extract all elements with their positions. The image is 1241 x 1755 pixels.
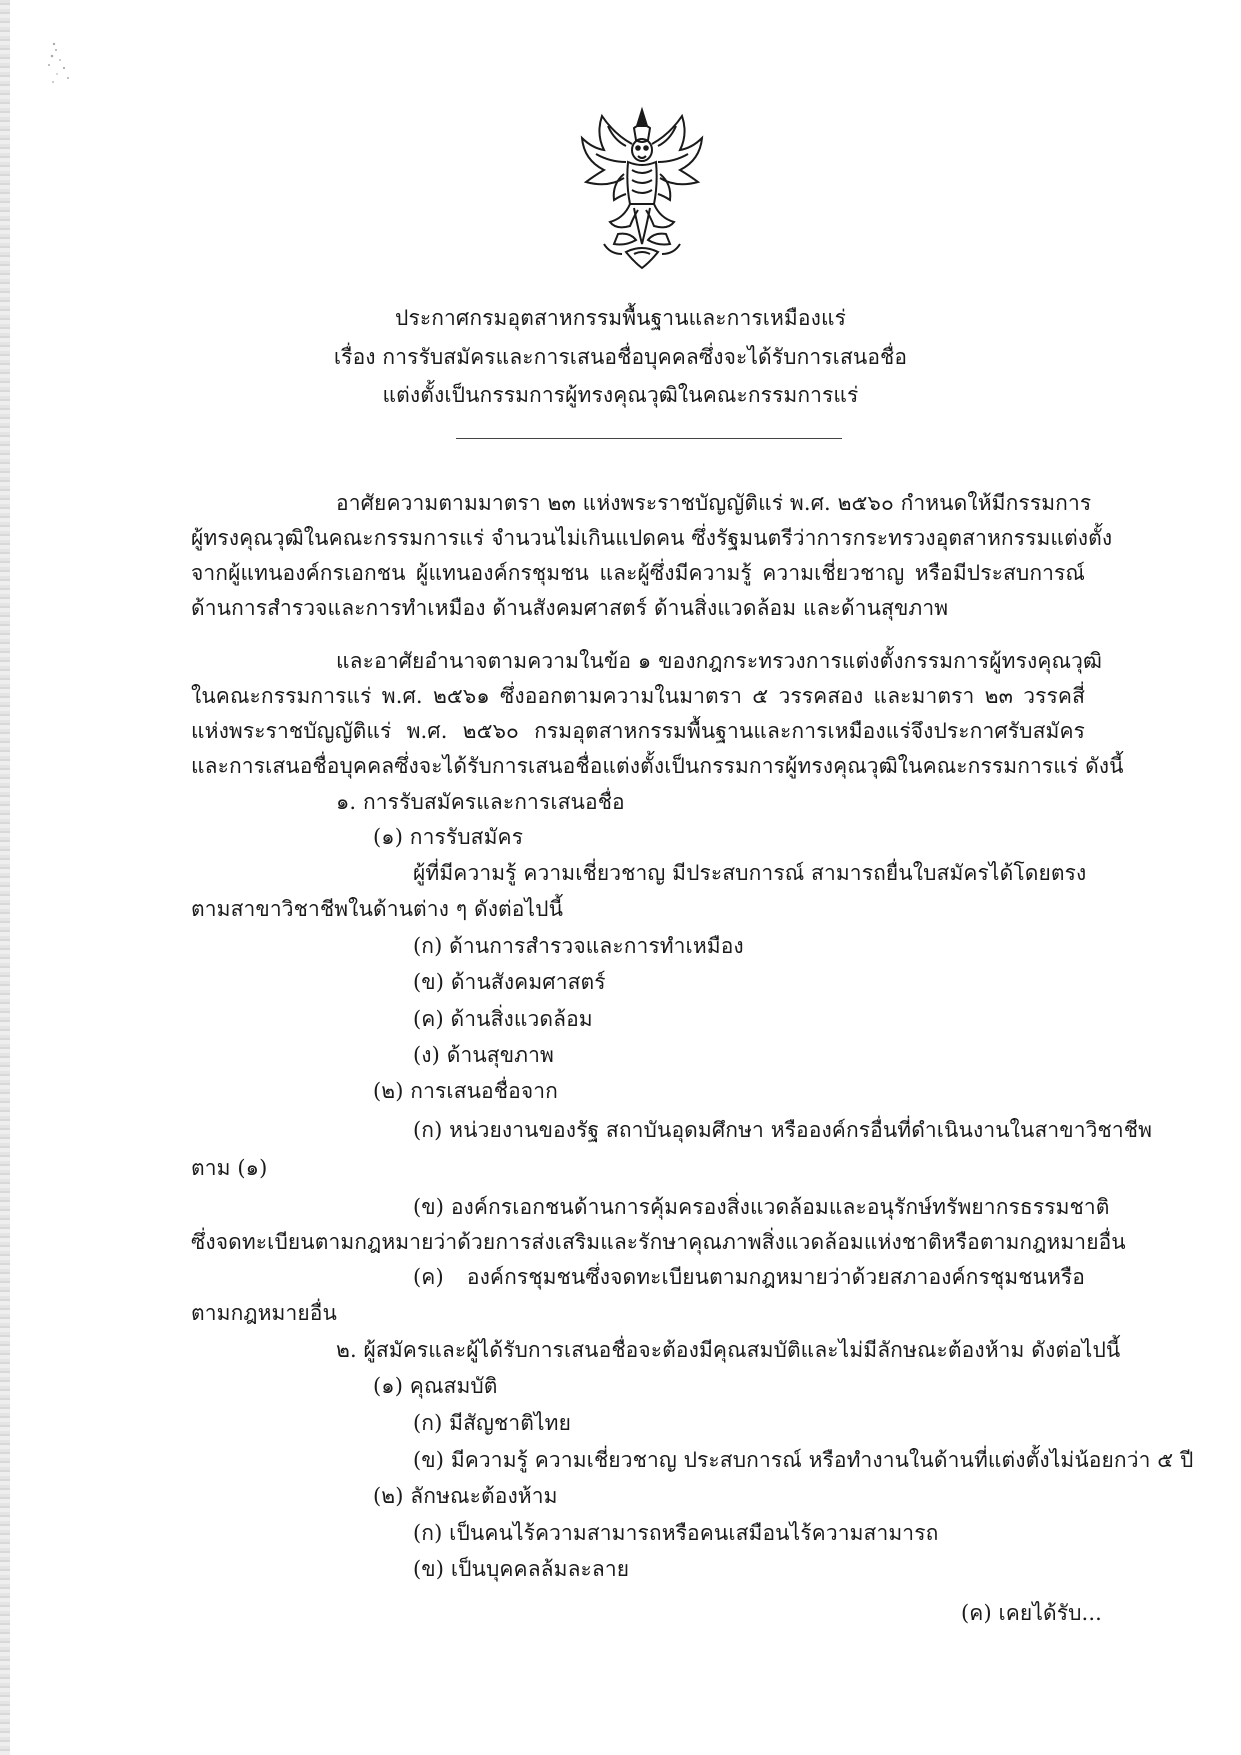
paragraph-1-line-1: อาศัยความตามมาตรา ๒๓ แห่งพระราชบัญญัติแร่ พ.ศ. ๒๕๖๐ กำหนดให้มีกรรมการ [336, 491, 1092, 515]
section-2-1-heading: (๑) คุณสมบัติ [373, 1374, 498, 1398]
section-1-2-item-a-line-1: (ก) หน่วยงานของรัฐ สถาบันอุดมศึกษา หรือองค์กรอื่นที่ดำเนินงานในสาขาวิชาชีพ [413, 1118, 1153, 1142]
section-1-1-item-b: (ข) ด้านสังคมศาสตร์ [413, 970, 606, 994]
paragraph-2-line-4: และการเสนอชื่อบุคคลซึ่งจะได้รับการเสนอชื่อแต่งตั้งเป็นกรรมการผู้ทรงคุณวุฒิในคณะกรรมการแร่ ดังนี้ [191, 754, 1124, 778]
section-1-2-item-c-line-2: ตามกฎหมายอื่น [191, 1301, 337, 1325]
section-1-1-item-c: (ค) ด้านสิ่งแวดล้อม [413, 1007, 593, 1031]
paragraph-1-line-2: ผู้ทรงคุณวุฒิในคณะกรรมการแร่ จำนวนไม่เกินแปดคน ซึ่งรัฐมนตรีว่าการกระทรวงอุตสาหกรรมแต่งตั้ง [191, 526, 1113, 550]
section-1-2-heading: (๒) การเสนอชื่อจาก [373, 1079, 558, 1103]
page-continuation: (ค) เคยได้รับ... [961, 1601, 1102, 1625]
paragraph-1-line-3: จากผู้แทนองค์กรเอกชน ผู้แทนองค์กรชุมชน และผู้ซึ่งมีความรู้ ความเชี่ยวชาญ หรือมีประสบการณ์ [191, 561, 1085, 585]
section-1-2-item-b-line-2: ซึ่งจดทะเบียนตามกฎหมายว่าด้วยการส่งเสริมและรักษาคุณภาพสิ่งแวดล้อมแห่งชาติหรือตามกฎหมายอื่น [191, 1230, 1126, 1254]
section-2-1-item-b: (ข) มีความรู้ ความเชี่ยวชาญ ประสบการณ์ หรือทำงานในด้านที่แต่งตั้งไม่น้อยกว่า ๕ ปี [413, 1448, 1194, 1472]
header-divider [456, 438, 842, 439]
section-2-2-item-a: (ก) เป็นคนไร้ความสามารถหรือคนเสมือนไร้ความสามารถ [413, 1521, 939, 1545]
paragraph-2-line-1: และอาศัยอำนาจตามความในข้อ ๑ ของกฎกระทรวงการแต่งตั้งกรรมการผู้ทรงคุณวุฒิ [336, 649, 1103, 673]
garuda-emblem-icon [574, 104, 710, 274]
section-1-2-item-c-line-1: (ค) องค์กรชุมชนซึ่งจดทะเบียนตามกฎหมายว่าด้วยสภาองค์กรชุมชนหรือ [413, 1265, 1085, 1289]
section-1-1-item-d: (ง) ด้านสุขภาพ [413, 1043, 554, 1067]
paragraph-1-line-4: ด้านการสำรวจและการทำเหมือง ด้านสังคมศาสตร์ ด้านสิ่งแวดล้อม และด้านสุขภาพ [191, 596, 949, 620]
paragraph-2-line-2: ในคณะกรรมการแร่ พ.ศ. ๒๕๖๑ ซึ่งออกตามความในมาตรา ๕ วรรคสอง และมาตรา ๒๓ วรรคสี่ [191, 684, 1085, 708]
section-1-1-text-line-2: ตามสาขาวิชาชีพในด้านต่าง ๆ ดังต่อไปนี้ [191, 897, 564, 921]
announcement-subject-cont: แต่งตั้งเป็นกรรมการผู้ทรงคุณวุฒิในคณะกรรมการแร่ [382, 383, 859, 407]
section-2-2-heading: (๒) ลักษณะต้องห้าม [373, 1484, 558, 1508]
scan-edge-shadow [0, 0, 10, 1755]
section-2-heading: ๒. ผู้สมัครและผู้ได้รับการเสนอชื่อจะต้องมีคุณสมบัติและไม่มีลักษณะต้องห้าม ดังต่อไปนี้ [336, 1338, 1121, 1362]
scan-speck-marks [40, 38, 80, 88]
announcement-issuer: ประกาศกรมอุตสาหกรรมพื้นฐานและการเหมืองแร่ [395, 306, 846, 330]
announcement-subject: เรื่อง การรับสมัครและการเสนอชื่อบุคคลซึ่งจะได้รับการเสนอชื่อ [333, 345, 908, 369]
section-1-2-item-a-line-2: ตาม (๑) [191, 1156, 268, 1180]
section-1-2-item-b-line-1: (ข) องค์กรเอกชนด้านการคุ้มครองสิ่งแวดล้อมและอนุรักษ์ทรัพยากรธรรมชาติ [413, 1195, 1110, 1219]
section-1-1-item-a: (ก) ด้านการสำรวจและการทำเหมือง [413, 934, 744, 958]
section-1-1-heading: (๑) การรับสมัคร [373, 825, 524, 849]
section-2-1-item-a: (ก) มีสัญชาติไทย [413, 1411, 572, 1435]
paragraph-2-line-3: แห่งพระราชบัญญัติแร่ พ.ศ. ๒๕๖๐ กรมอุตสาหกรรมพื้นฐานและการเหมืองแร่จึงประกาศรับสมัคร [191, 719, 1085, 743]
section-2-2-item-b: (ข) เป็นบุคคลล้มละลาย [413, 1557, 630, 1581]
section-1-1-text-line-1: ผู้ที่มีความรู้ ความเชี่ยวชาญ มีประสบการณ์ สามารถยื่นใบสมัครได้โดยตรง [413, 861, 1087, 885]
section-1-heading: ๑. การรับสมัครและการเสนอชื่อ [336, 790, 625, 814]
